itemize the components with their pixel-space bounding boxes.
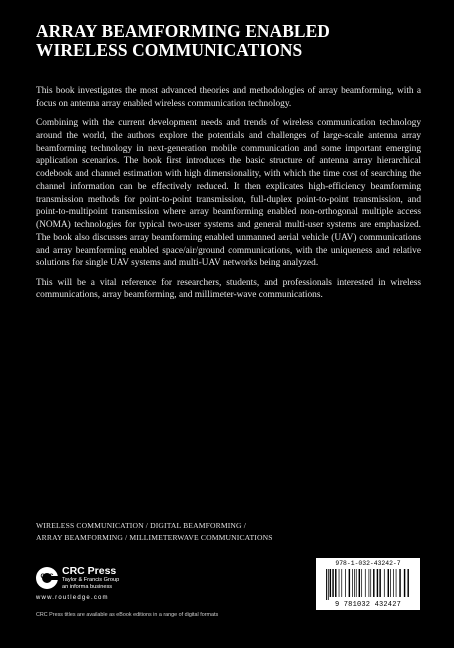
isbn-barcode	[316, 558, 420, 610]
subject-line-2: ARRAY BEAMFORMING / MILLIMETERWAVE COMMUNICATIONS	[36, 533, 273, 543]
barcode-digits: 9 781032 432427	[334, 601, 401, 609]
publisher-name: CRC Press	[62, 565, 117, 577]
description-paragraph-2: Combining with the current development needs and trends of wireless communication technology around the world, the authors explore the potentials and challenges of large-scale antenna array beamforming technology in next-generation mobile communication and some important emerging application scenarios. The book first introduces the basic structure of antenna array hierarchical codebook and channel estimation with high dimensionality, with which the time cost of searching the channel information can be effectively reduced. It then explicates high-efficiency beamforming transmission methods for point-to-point transmission, full-duplex point-to-point transmission, and point-to-multipoint transmission where array beamforming enabled non-orthogonal multiple access (NOMA) technologies for typical two-user systems and general multi-user systems are emphasized. The book also discusses array beamforming enabled unmanned aerial vehicle (UAV) communications and array beamforming enabled space/air/ground communications, with the uniqueness and relative solutions for single UAV systems and multi-UAV networks being analyzed.	[36, 118, 421, 269]
book-title-line-1: ARRAY BEAMFORMING ENABLED	[36, 21, 330, 41]
publisher-group: Taylor & Francis Group	[62, 577, 120, 583]
barcode-bars	[326, 569, 412, 600]
crc-logo-text: CRC	[40, 574, 54, 580]
isbn-number: 978-1-032-43242-7	[335, 560, 401, 567]
publisher-info	[62, 566, 119, 590]
description-paragraph-3: This will be a vital reference for researchers, students, and professionals interested in wireless communications, array beamforming, and millimeter-wave communications.	[36, 277, 421, 301]
description-paragraph-1: This book investigates the most advanced theories and methodologies of array beamforming, with a focus on antenna array enabled wireless communication technology.	[36, 86, 421, 109]
subject-line-1: WIRELESS COMMUNICATION / DIGITAL BEAMFORMING /	[36, 521, 246, 530]
ebook-note: CRC Press titles are available as eBook editions in a range of digital formats	[36, 612, 219, 618]
book-description	[36, 85, 421, 309]
book-title-line-2: WIRELESS COMMUNICATIONS	[36, 39, 303, 60]
book-title	[36, 22, 426, 59]
crc-logo	[36, 567, 58, 589]
publisher-website: www.routledge.com	[36, 595, 109, 601]
subject-categories	[36, 520, 366, 545]
publisher-business: an informa business	[62, 583, 113, 590]
